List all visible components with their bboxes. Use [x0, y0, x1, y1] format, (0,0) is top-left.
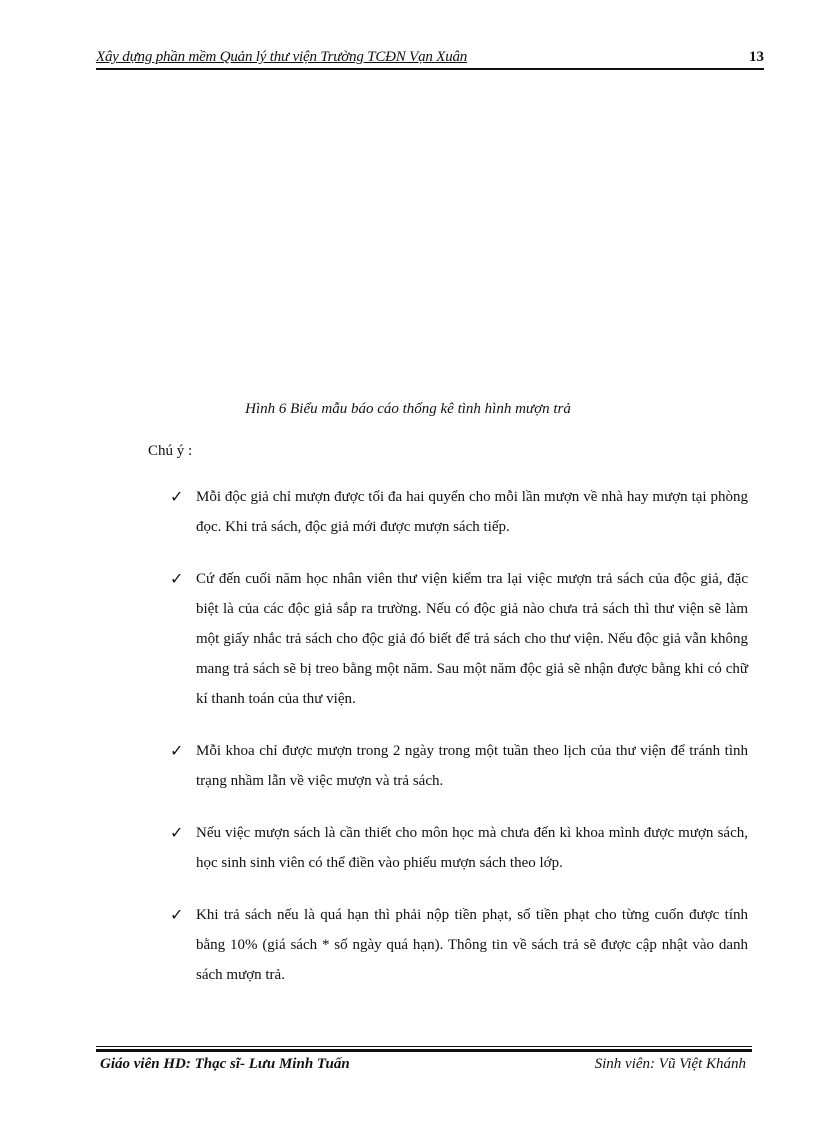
page-number: 13 — [749, 49, 764, 65]
notes-list — [170, 482, 748, 1012]
notes-label: Chú ý : — [148, 443, 193, 459]
note-text: Khi trả sách nếu là quá hạn thì phải nộp tiền phạt, số tiền phạt cho từng cuốn được tính bằng 10% (giá sách * số ngày quá hạn). Thông tin về sách trả sẽ được cập nhật vào danh sách mượn trả. — [196, 907, 748, 983]
note-text: Mỗi khoa chỉ được mượn trong 2 ngày trong một tuần theo lịch của thư viện để tránh tình trạng nhầm lẫn về việc mượn và trả sách. — [196, 743, 748, 789]
page-header — [96, 47, 764, 69]
footer-divider-thin — [96, 1046, 752, 1047]
note-text: Mỗi độc giả chỉ mượn được tối đa hai quyển cho mỗi lần mượn về nhà hay mượn tại phòng đọc. Khi trả sách, độc giả mới được mượn sách tiếp. — [196, 489, 748, 535]
header-divider — [96, 68, 764, 70]
footer-divider-thick — [96, 1049, 752, 1052]
list-item — [170, 736, 748, 796]
figure-caption: Hình 6 Biểu mẫu báo cáo thống kê tình hình mượn trả — [245, 401, 571, 417]
note-text: Nếu việc mượn sách là cần thiết cho môn học mà chưa đến kì khoa mình được mượn sách, học sinh sinh viên có thể điền vào phiếu mượn sách theo lớp. — [196, 825, 748, 871]
list-item — [170, 818, 748, 878]
footer-teacher: Giáo viên HD: Thạc sĩ- Lưu Minh Tuấn — [100, 1056, 350, 1072]
check-icon: ✓ — [170, 741, 184, 760]
check-icon: ✓ — [170, 569, 184, 588]
check-icon: ✓ — [170, 823, 184, 842]
footer-student: Sinh viên: Vũ Việt Khánh — [594, 1056, 746, 1072]
list-item — [170, 900, 748, 990]
document-title: Xây dựng phần mềm Quản lý thư viện Trường TCĐN Vạn Xuân — [96, 49, 468, 65]
note-text: Cứ đến cuối năm học nhân viên thư viện kiểm tra lại việc mượn trả sách của độc giả, đặc biệt là của các độc giả sắp ra trường. Nếu có độc giả nào chưa trả sách thì thư viện sẽ làm một giấy nhắc trả sách cho độc giả đó biết để trả sách cho thư viện. Nếu độc giả vẫn không mang trả sách sẽ bị treo bằng một năm. Sau một năm độc giả sẽ nhận được bằng khi có chữ kí thanh toán của thư viện. — [196, 571, 748, 707]
check-icon: ✓ — [170, 487, 184, 506]
list-item — [170, 482, 748, 542]
check-icon: ✓ — [170, 905, 184, 924]
list-item — [170, 564, 748, 714]
